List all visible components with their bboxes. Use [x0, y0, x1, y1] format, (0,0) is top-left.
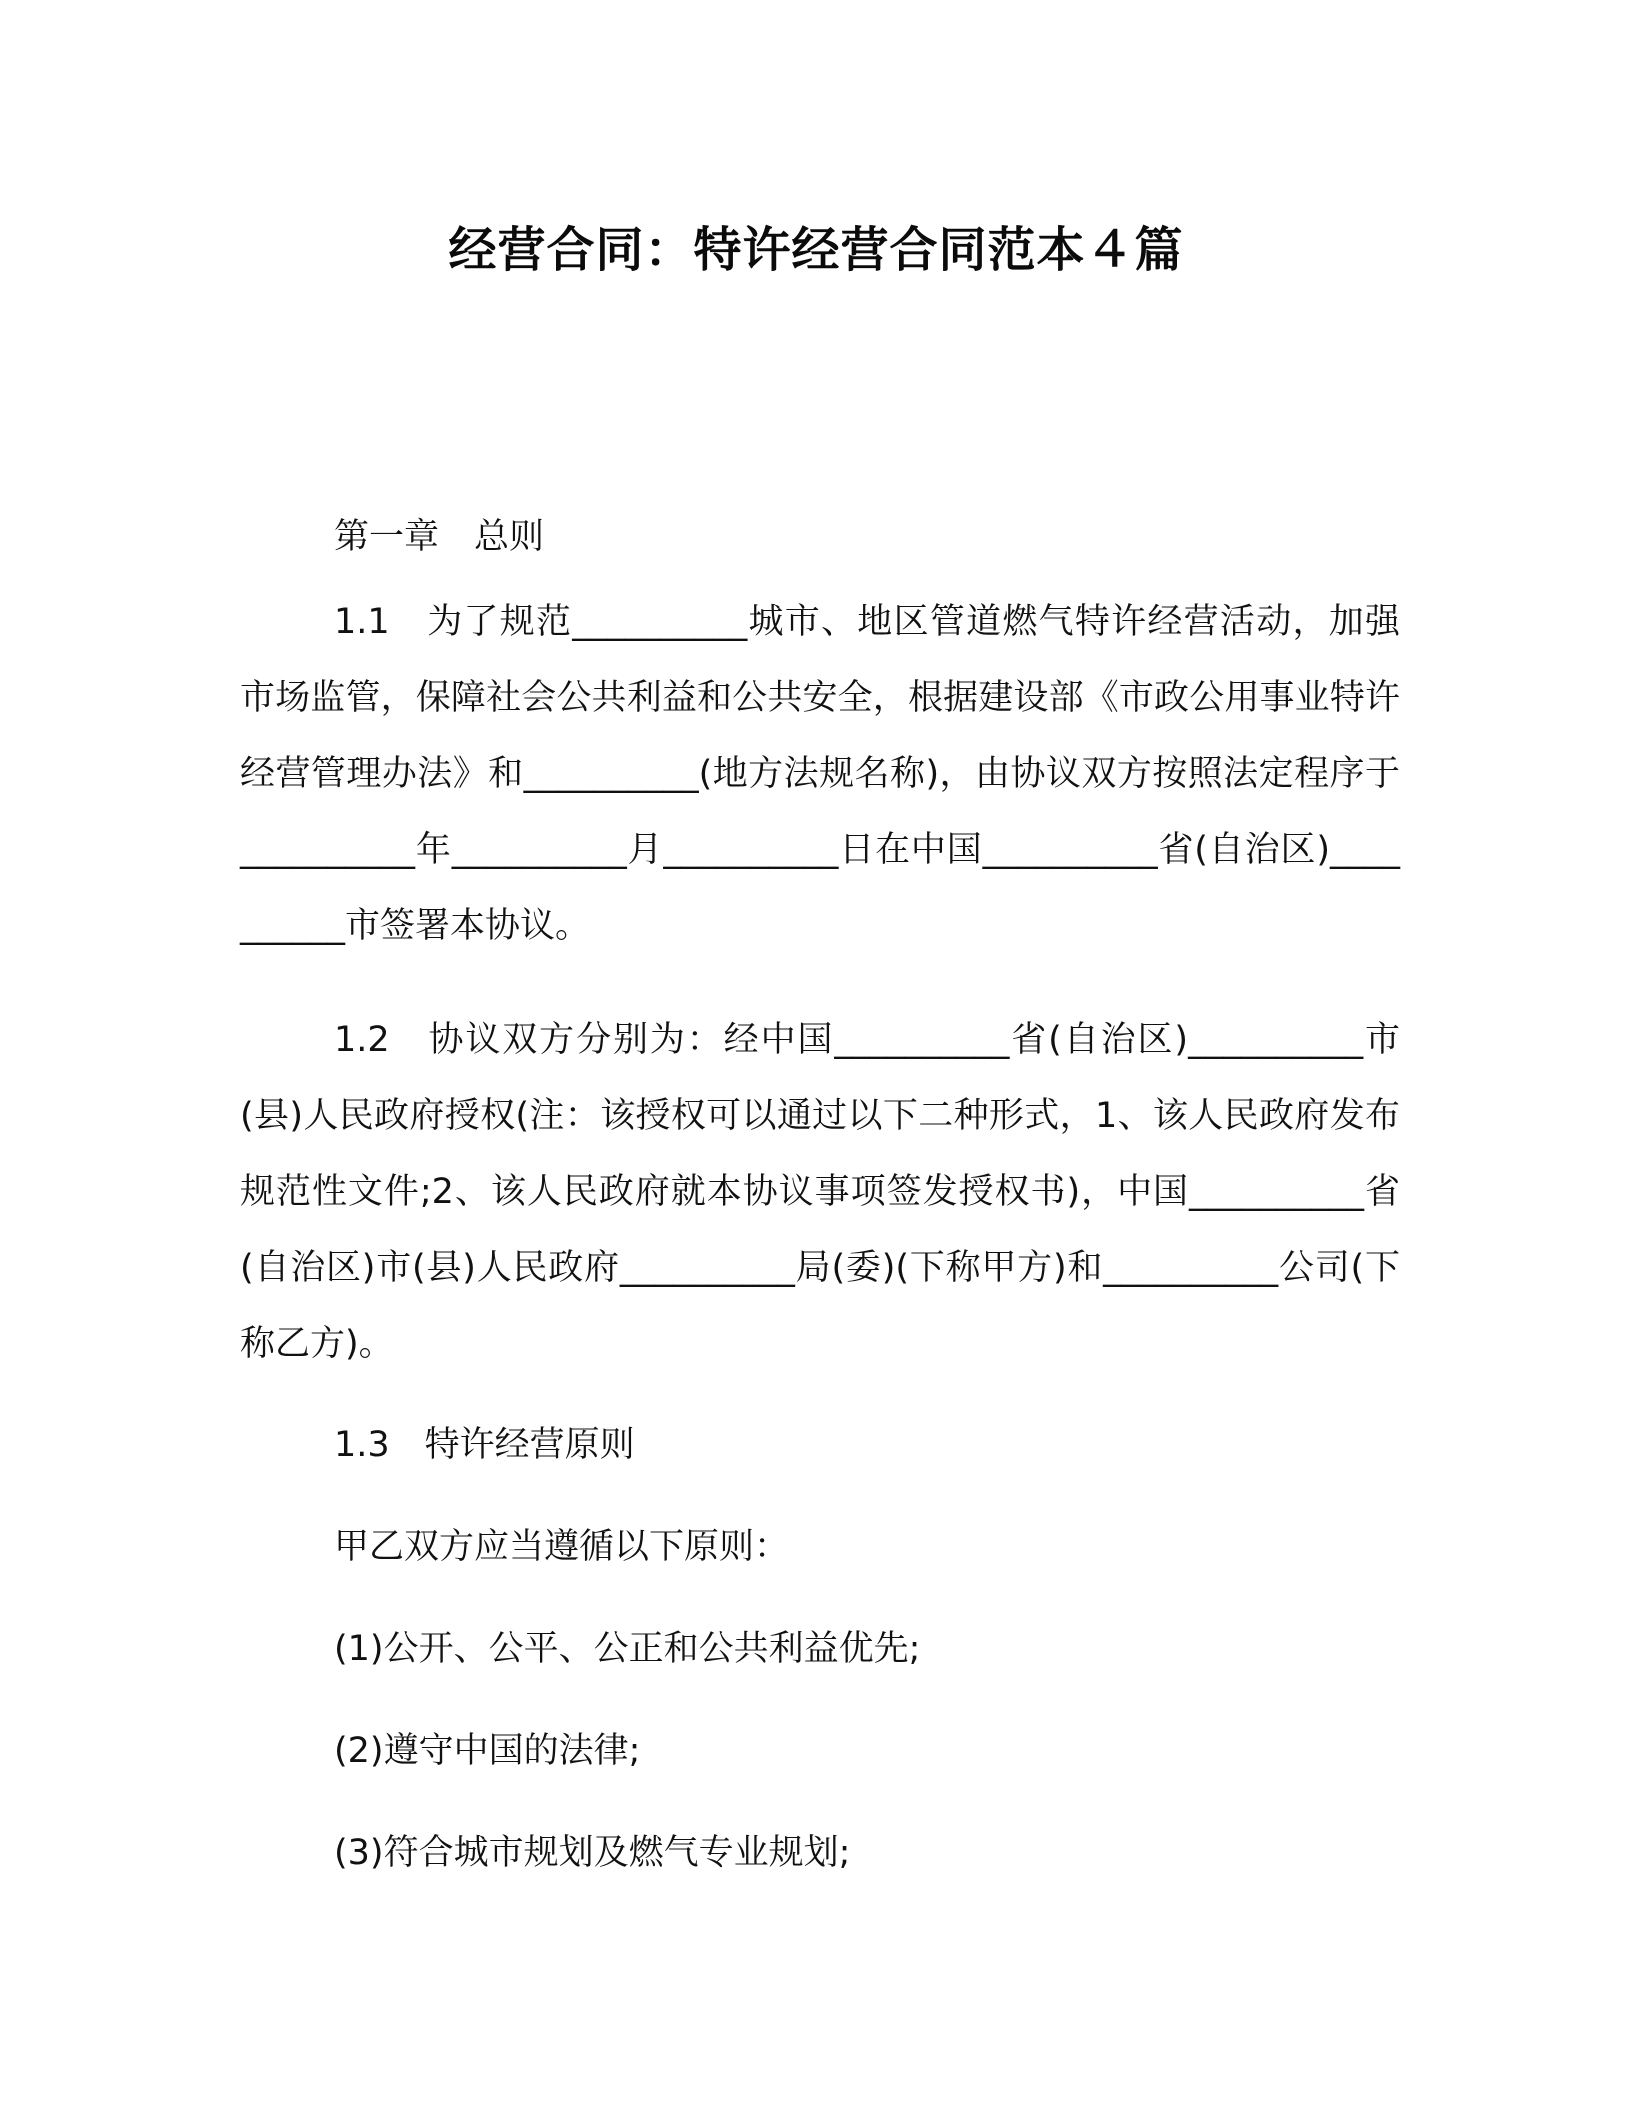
chapter-heading: 第一章 总则: [334, 517, 545, 557]
principle-item: (3)符合城市规划及燃气专业规划;: [334, 1833, 851, 1873]
section-1-2-paragraph: 1.2 协议双方分别为：经中国__________省(自治区)__________市(县)人民政府授权(注：该授权可以通过以下二种形式，1、该人民政府发布规范性文件;2、该人民政府就本协议事项签发授权书)，中国__________省(自治区)市(县)人民政府__________局(委)(下称甲方)和__________公司(下称乙方)。: [240, 1020, 1400, 1364]
document-title: 经营合同：特许经营合同范本４篇: [448, 222, 1184, 278]
section-1-3-heading: 1.3 特许经营原则: [334, 1425, 635, 1465]
principle-item: (1)公开、公平、公正和公共利益优先;: [334, 1629, 921, 1669]
section-1-1-paragraph: 1.1 为了规范__________城市、地区管道燃气特许经营活动，加强市场监管，保障社会公共利益和公共安全，根据建设部《市政公用事业特许经营管理办法》和__________(地方法规名称)，由协议双方按照法定程序于__________年__________月__________日在中国__________省(自治区)__________市签署本协议。: [240, 602, 1400, 946]
principles-intro: 甲乙双方应当遵循以下原则：: [334, 1527, 790, 1567]
principle-item: (2)遵守中国的法律;: [334, 1731, 641, 1771]
